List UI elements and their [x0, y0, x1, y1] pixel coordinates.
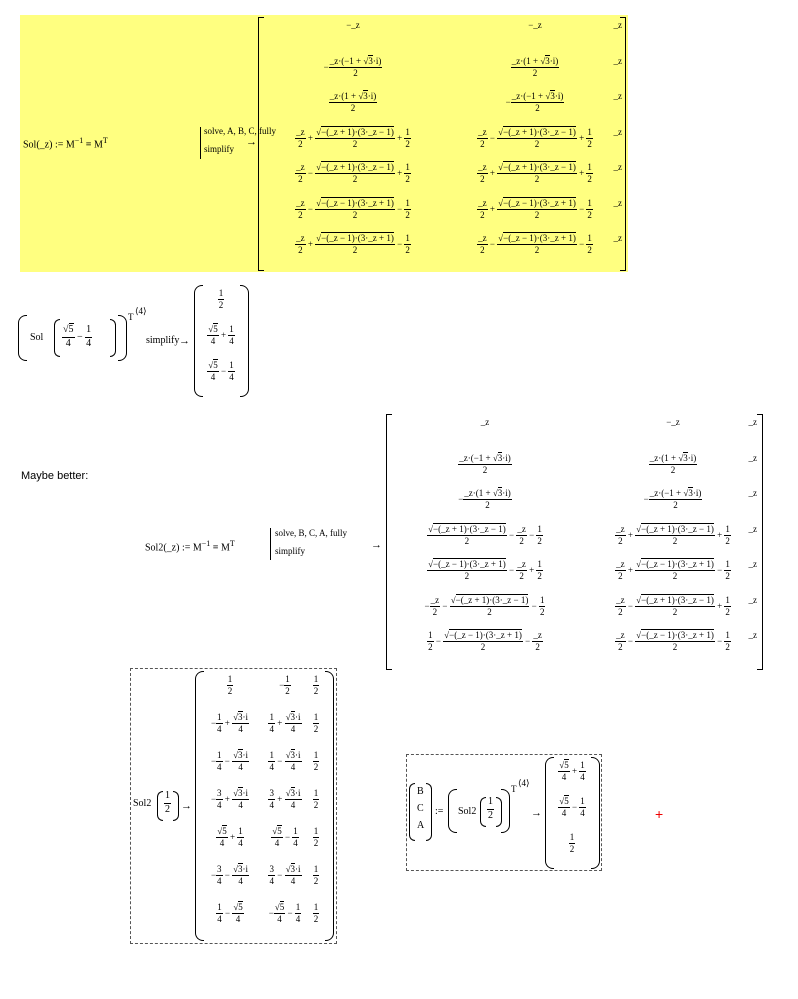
m1-cell-r2-c0: $\frac{\_z\cdot(1 + √3\cdot i)}{2}$ — [329, 91, 377, 114]
bca-call-argument: $\frac{1}{2}$ — [488, 796, 493, 821]
m4-cell-r4-c1: $\frac{√5}{4}$ − $\frac{1}{4}$ — [272, 826, 298, 849]
m3-cell-r0-c0: _z — [480, 417, 490, 427]
m4-cell-r0-c2: $\frac{1}{2}$ — [313, 674, 319, 697]
sol-keyword-solve: solve, A, B, C, fully — [204, 126, 277, 136]
bca-arrow: → — [531, 807, 542, 819]
m3-cell-r6-c2: _z — [748, 630, 757, 640]
m4-cell-r4-c2: $\frac{1}{2}$ — [313, 826, 319, 849]
m4-cell-r2-c1: $\frac{1}{4}$ − $\frac{√3\cdot i}{4}$ — [269, 750, 301, 773]
sol2-keyword-simplify: simplify — [275, 546, 306, 556]
m4-cell-r6-c1: − $\frac{√5}{4}$ − $\frac{1}{4}$ — [268, 902, 301, 925]
m4-cell-r3-c0: − $\frac{3}{4}$ + $\frac{√3\cdot i}{4}$ — [210, 788, 249, 811]
m1-cell-r5-c1: $\frac{\_z}{2}$ + $\frac{√-(\_z - 1)\cdot(3\cdot\_z + 1)}{2}$ − $\frac{1}{2}$ — [478, 197, 592, 220]
bca-variable-a: A — [417, 820, 425, 831]
sol-arrow: → — [246, 136, 257, 148]
insertion-cursor: + — [655, 806, 664, 822]
sol2-half-call: Sol2 — [133, 798, 152, 809]
m3-cell-r6-c1: $\frac{\_z}{2}$ − $\frac{√-(\_z - 1)\cdot(3\cdot\_z + 1)}{2}$ − $\frac{1}{2}$ — [616, 630, 730, 653]
m4-cell-r1-c2: $\frac{1}{2}$ — [313, 712, 319, 735]
m4-cell-r5-c2: $\frac{1}{2}$ — [313, 864, 319, 887]
m4-cell-r4-c0: $\frac{√5}{4}$ + $\frac{1}{4}$ — [217, 826, 243, 849]
region-sol2-half[interactable] — [130, 668, 337, 944]
region-sol-definition[interactable] — [20, 15, 628, 272]
sol-call-arrow: → — [179, 335, 190, 347]
m3-cell-r6-c0: $\frac{1}{2}$ − $\frac{√-(\_z - 1)\cdot(3\cdot\_z + 1)}{2}$ − $\frac{\_z}{2}$ — [428, 630, 542, 653]
v2-entry-2: $\frac{√5}{4}$ − $\frac{1}{4}$ — [208, 360, 234, 383]
bca-variable-b: B — [417, 786, 424, 797]
v2-entry-0: $\frac{1}{2}$ — [218, 288, 224, 311]
m3-cell-r5-c0: − $\frac{\_z}{2}$ − $\frac{√-(\_z + 1)\cdot(3\cdot\_z - 1)}{2}$ − $\frac{1}{2}$ — [424, 594, 545, 617]
m4-cell-r2-c2: $\frac{1}{2}$ — [313, 750, 319, 773]
v5-entry-0: $\frac{√5}{4}$ + $\frac{1}{4}$ — [559, 760, 585, 783]
m4-cell-r0-c0: $\frac{1}{2}$ — [227, 674, 233, 697]
m4-cell-r0-c1: − $\frac{1}{2}$ — [279, 674, 290, 697]
m4-cell-r6-c2: $\frac{1}{2}$ — [313, 902, 319, 925]
m3-cell-r2-c2: _z — [748, 488, 757, 498]
m1-cell-r6-c1: $\frac{\_z}{2}$ − $\frac{√-(\_z - 1)\cdot(3\cdot\_z + 1)}{2}$ − $\frac{1}{2}$ — [478, 233, 592, 256]
m3-cell-r2-c1: − $\frac{\_z\cdot(-1 + √3\cdot i)}{2}$ — [643, 488, 702, 511]
m1-cell-r2-c2: _z — [613, 91, 622, 101]
m4-cell-r5-c1: $\frac{3}{4}$ − $\frac{√3\cdot i}{4}$ — [269, 864, 301, 887]
sol-call-argument: $\frac{√5}{4}$ − $\frac{1}{4}$ — [63, 324, 92, 349]
m3-cell-r0-c1: −_z — [666, 417, 680, 427]
m1-cell-r2-c1: − $\frac{\_z\cdot(-1 + √3\cdot i)}{2}$ — [505, 91, 564, 114]
m3-cell-r3-c1: $\frac{\_z}{2}$ + $\frac{√-(\_z + 1)\cdot(3\cdot\_z - 1)}{2}$ + $\frac{1}{2}$ — [616, 523, 730, 546]
m3-cell-r4-c1: $\frac{\_z}{2}$ + $\frac{√-(\_z - 1)\cdot(3\cdot\_z + 1)}{2}$ − $\frac{1}{2}$ — [616, 559, 730, 582]
note-text: Maybe better: — [21, 470, 89, 482]
sol-call-name: Sol — [30, 332, 44, 343]
bca-call-transpose: T — [511, 784, 517, 794]
m3-cell-r1-c0: $\frac{\_z\cdot(-1 + √3\cdot i)}{2}$ — [459, 452, 511, 475]
m4-cell-r5-c0: − $\frac{3}{4}$ − $\frac{√3\cdot i}{4}$ — [210, 864, 249, 887]
m1-cell-r5-c2: _z — [613, 197, 622, 208]
m4-cell-r2-c0: − $\frac{1}{4}$ − $\frac{√3\cdot i}{4}$ — [210, 750, 249, 773]
sol2-keyword-solve: solve, B, C, A, fully — [275, 528, 348, 538]
m4-cell-r3-c2: $\frac{1}{2}$ — [313, 788, 319, 811]
m4-cell-r3-c1: $\frac{3}{4}$ + $\frac{√3\cdot i}{4}$ — [269, 788, 301, 811]
m1-cell-r1-c0: − $\frac{\_z\cdot(-1 + √3\cdot i)}{2}$ — [323, 55, 382, 78]
bca-call-column-index: ⟨4⟩ — [518, 778, 530, 788]
sol-keyword-simplify: simplify — [204, 144, 235, 154]
m1-cell-r3-c0: $\frac{\_z}{2}$ + $\frac{√-(\_z + 1)\cdot(3\cdot\_z - 1)}{2}$ + $\frac{1}{2}$ — [296, 126, 410, 149]
m1-cell-r4-c2: _z — [613, 162, 622, 172]
m3-cell-r3-c2: _z — [748, 523, 757, 534]
sol-call-transpose: T — [128, 312, 134, 322]
m1-cell-r1-c2: _z — [613, 55, 622, 66]
m3-cell-r5-c1: $\frac{\_z}{2}$ − $\frac{√-(\_z + 1)\cdot(3\cdot\_z - 1)}{2}$ + $\frac{1}{2}$ — [616, 594, 730, 617]
m1-cell-r0-c0: −_z — [346, 20, 360, 30]
sol-definition-lhs: Sol(_z) := $M^{-1} = M^T$ — [23, 136, 108, 151]
v5-entry-2: $\frac{1}{2}$ — [569, 832, 575, 855]
bca-call-name: Sol2 — [458, 806, 477, 817]
region-bca-assignment[interactable] — [406, 754, 602, 871]
m1-cell-r3-c1: $\frac{\_z}{2}$ − $\frac{√-(\_z + 1)\cdot(3\cdot\_z - 1)}{2}$ + $\frac{1}{2}$ — [478, 126, 592, 149]
m4-cell-r6-c0: $\frac{1}{4}$ − $\frac{√5}{4}$ — [217, 902, 243, 925]
region-sol2-definition[interactable] — [140, 412, 765, 670]
bca-assign-operator: := — [435, 806, 444, 817]
m3-cell-r5-c2: _z — [748, 594, 757, 605]
sol2-arrow: → — [371, 539, 382, 551]
m1-cell-r0-c2: _z — [613, 20, 622, 30]
m1-cell-r3-c2: _z — [613, 126, 622, 137]
v5-entry-1: $\frac{√5}{4}$ − $\frac{1}{4}$ — [559, 796, 585, 819]
m1-cell-r6-c2: _z — [613, 233, 622, 243]
m1-cell-r6-c0: $\frac{\_z}{2}$ + $\frac{√-(\_z - 1)\cdot(3\cdot\_z + 1)}{2}$ − $\frac{1}{2}$ — [296, 233, 410, 256]
m3-cell-r1-c1: $\frac{\_z\cdot(1 + √3\cdot i)}{2}$ — [649, 452, 697, 475]
m3-cell-r4-c2: _z — [748, 559, 757, 569]
m1-cell-r4-c1: $\frac{\_z}{2}$ + $\frac{√-(\_z + 1)\cdot(3\cdot\_z - 1)}{2}$ + $\frac{1}{2}$ — [478, 162, 592, 185]
m3-cell-r1-c2: _z — [748, 452, 757, 463]
sol2-half-argument: $\frac{1}{2}$ — [165, 790, 170, 815]
region-sol-evaluation[interactable] — [18, 283, 258, 398]
bca-variable-c: C — [417, 803, 424, 814]
m1-cell-r0-c1: −_z — [528, 20, 542, 30]
sol2-definition-lhs: Sol2(_z) := $M^{-1} = M^T$ — [145, 539, 235, 554]
m1-cell-r1-c1: $\frac{\_z\cdot(1 + √3\cdot i)}{2}$ — [511, 55, 559, 78]
m4-cell-r1-c0: − $\frac{1}{4}$ + $\frac{√3\cdot i}{4}$ — [210, 712, 249, 735]
m1-cell-r5-c0: $\frac{\_z}{2}$ − $\frac{√-(\_z - 1)\cdot(3\cdot\_z + 1)}{2}$ − $\frac{1}{2}$ — [296, 197, 410, 220]
m3-cell-r4-c0: $\frac{√-(\_z - 1)\cdot(3\cdot\_z + 1)}{2}$ − $\frac{\_z}{2}$ + $\frac{1}{2}$ — [428, 559, 542, 582]
m3-cell-r2-c0: − $\frac{\_z\cdot(1 + √3\cdot i)}{2}$ — [458, 488, 511, 511]
m3-cell-r0-c2: _z — [748, 417, 757, 427]
sol-call-column-index: ⟨4⟩ — [135, 306, 147, 316]
m1-cell-r4-c0: $\frac{\_z}{2}$ − $\frac{√-(\_z + 1)\cdot(3\cdot\_z - 1)}{2}$ + $\frac{1}{2}$ — [296, 162, 410, 185]
sol-call-simplify: simplify — [146, 335, 180, 346]
m3-cell-r3-c0: $\frac{√-(\_z + 1)\cdot(3\cdot\_z - 1)}{2}$ − $\frac{\_z}{2}$ − $\frac{1}{2}$ — [428, 523, 542, 546]
sol2-half-arrow: → — [181, 800, 192, 812]
m4-cell-r1-c1: $\frac{1}{4}$ + $\frac{√3\cdot i}{4}$ — [269, 712, 301, 735]
v2-entry-1: $\frac{√5}{4}$ + $\frac{1}{4}$ — [208, 324, 234, 347]
